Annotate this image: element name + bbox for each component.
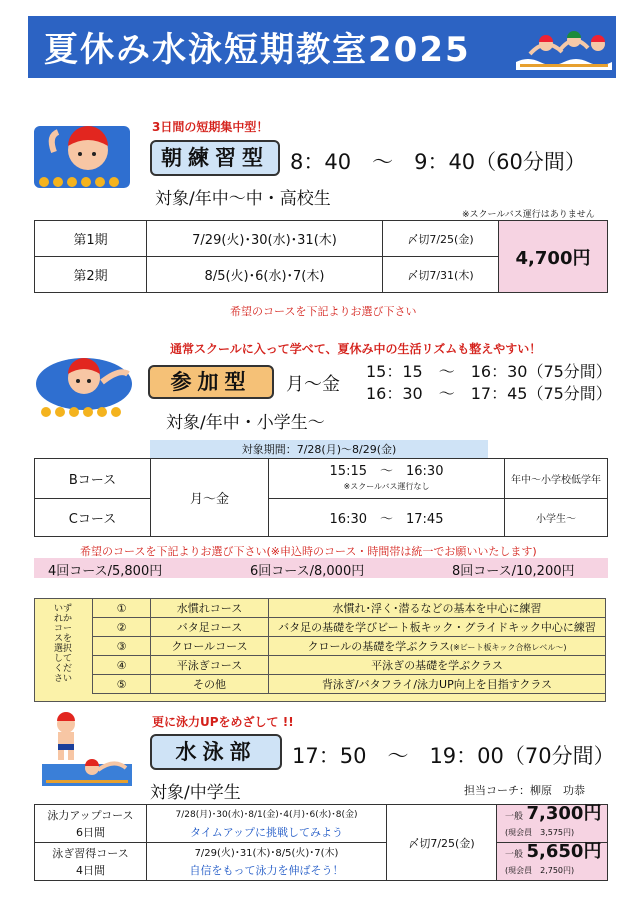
sec1-choose: 希望のコースを下記よりお選び下さい — [230, 305, 417, 318]
member-price: (現会員 2,750円) — [505, 866, 575, 875]
swim-club-time: 17：50 ～ 19：00（70分間） — [292, 744, 615, 768]
club-course-dates: 7/29(火)･31(木)･8/5(火)･7(木) — [194, 847, 339, 859]
sec1-catch: 3日間の短期集中型！ — [152, 120, 269, 134]
morning-type-badge: 朝練習型 — [150, 140, 280, 176]
term-dates: 7/29(火)･30(水)･31(木) — [147, 221, 383, 257]
club-price: 7,300円 — [526, 803, 602, 824]
sec2-catch: 通常スクールに入って学べて、夏休み中の生活リズムも整えやすい！ — [170, 342, 542, 356]
page-title: 夏休み水泳短期教室2025 — [44, 30, 471, 70]
term-deadline: 〆切7/31(木) — [383, 257, 499, 293]
club-deadline: 〆切7/25(金) — [387, 805, 497, 881]
swim-club-icon — [36, 710, 136, 788]
price-label: 一般 — [505, 850, 524, 860]
club-price: 5,650円 — [526, 841, 602, 862]
swim-club-badge: 水泳部 — [150, 734, 282, 770]
morning-price: 4,700円 — [499, 221, 608, 293]
sec2-period: 対象期間：7/28(月)～8/29(金) — [241, 443, 397, 456]
price-4-sessions: 4回コース/5,800円 — [48, 564, 163, 579]
participation-table — [34, 458, 608, 537]
price-label: 一般 — [505, 812, 524, 822]
course-option-table — [92, 598, 606, 694]
sec1-bus-note: ※スクールバス運行はありません — [462, 210, 595, 220]
sec2-time1: 15：15 ～ 16：30（75分間） — [366, 362, 612, 381]
bus-note: ※スクールバス運行なし — [343, 481, 430, 491]
table-row — [93, 637, 606, 656]
participation-type-badge: 参加型 — [148, 365, 274, 399]
table-row — [93, 599, 606, 618]
table-row — [35, 499, 608, 537]
course-target: 年中～小学校低学年 — [505, 459, 608, 499]
price-6-sessions: 6回コース/8,000円 — [250, 564, 365, 579]
term-label: 第1期 — [35, 221, 147, 257]
member-price: (現会員 3,575円) — [505, 828, 575, 837]
option-no: ④ — [93, 656, 151, 675]
table-row — [35, 843, 608, 881]
sec2-days: 月～金 — [286, 374, 340, 395]
term-dates: 8/5(火)･6(水)･7(木) — [147, 257, 383, 293]
swim-club-table — [34, 804, 608, 881]
sec4-target: 対象/中学生 — [150, 783, 241, 803]
table-row — [35, 221, 608, 257]
course-target: 小学生～ — [505, 499, 608, 537]
club-course-name: 泳ぎ習得コース — [52, 846, 129, 860]
price-8-sessions: 8回コース/10,200円 — [452, 564, 575, 579]
option-desc: 水慣れ･浮く･潜るなどの基本を中心に練習 — [269, 599, 606, 618]
club-course-days: 4日間 — [76, 863, 105, 877]
term-label: 第2期 — [35, 257, 147, 293]
table-row — [93, 675, 606, 694]
option-no: ③ — [93, 637, 151, 656]
option-name: その他 — [151, 675, 269, 694]
sec1-target: 対象/年中～中・高校生 — [155, 189, 331, 209]
option-no: ① — [93, 599, 151, 618]
swimmer-icon — [34, 354, 134, 420]
course-days: 月～金 — [151, 459, 269, 537]
option-name: 水慣れコース — [151, 599, 269, 618]
sec2-target: 対象/年中・小学生～ — [166, 413, 325, 433]
course-select-note: いずれかコースを選択してください — [53, 604, 72, 684]
sec2-time2: 16：30 ～ 17：45（75分間） — [366, 384, 612, 403]
club-course-dates: 7/28(月)･30(水)･8/1(金)･4(月)･6(水)･8(金) — [175, 809, 358, 820]
term-deadline: 〆切7/25(金) — [383, 221, 499, 257]
swimmer-red-cap-icon — [34, 116, 130, 196]
option-desc: 平泳ぎの基礎を学ぶクラス — [269, 656, 606, 675]
coach-name: 担当コーチ：柳原 功恭 — [464, 784, 585, 797]
course-label: Bコース — [35, 459, 151, 499]
option-name: 平泳ぎコース — [151, 656, 269, 675]
table-row — [35, 805, 608, 843]
option-name: クロールコース — [151, 637, 269, 656]
table-row — [93, 656, 606, 675]
table-row — [35, 459, 608, 499]
swimmers-icon — [516, 24, 612, 70]
club-course-slogan: タイムアップに挑戦してみよう — [189, 825, 343, 839]
morning-time: 8：40 ～ 9：40（60分間） — [290, 150, 586, 174]
course-time: 16:30 ～ 17:45 — [269, 499, 505, 537]
club-course-slogan: 自信をもって泳力を伸ばそう！ — [189, 863, 344, 877]
table-row — [93, 618, 606, 637]
option-no: ② — [93, 618, 151, 637]
sec4-catch: 更に泳力UPをめざして !! — [152, 715, 294, 729]
option-desc: クロールの基礎を学ぶクラス — [307, 640, 450, 653]
club-course-days: 6日間 — [76, 825, 105, 839]
option-no: ⑤ — [93, 675, 151, 694]
option-desc: 背泳ぎ/バタフライ/泳力UP向上を目指すクラス — [269, 675, 606, 694]
course-time: 15:15 ～ 16:30 — [329, 463, 444, 479]
option-name: バタ足コース — [151, 618, 269, 637]
sec2-choose: 希望のコースを下記よりお選び下さい(※申込時のコース・時間帯は統一でお願いいたします) — [80, 545, 537, 558]
morning-schedule-table — [34, 220, 608, 293]
club-course-name: 泳力アップコース — [47, 808, 134, 822]
option-desc: バタ足の基礎を学びビート板キック・グライドキック中心に練習 — [269, 618, 606, 637]
option-desc-sub: (※ビート板キック合格レベル～) — [449, 643, 567, 652]
course-label: Cコース — [35, 499, 151, 537]
